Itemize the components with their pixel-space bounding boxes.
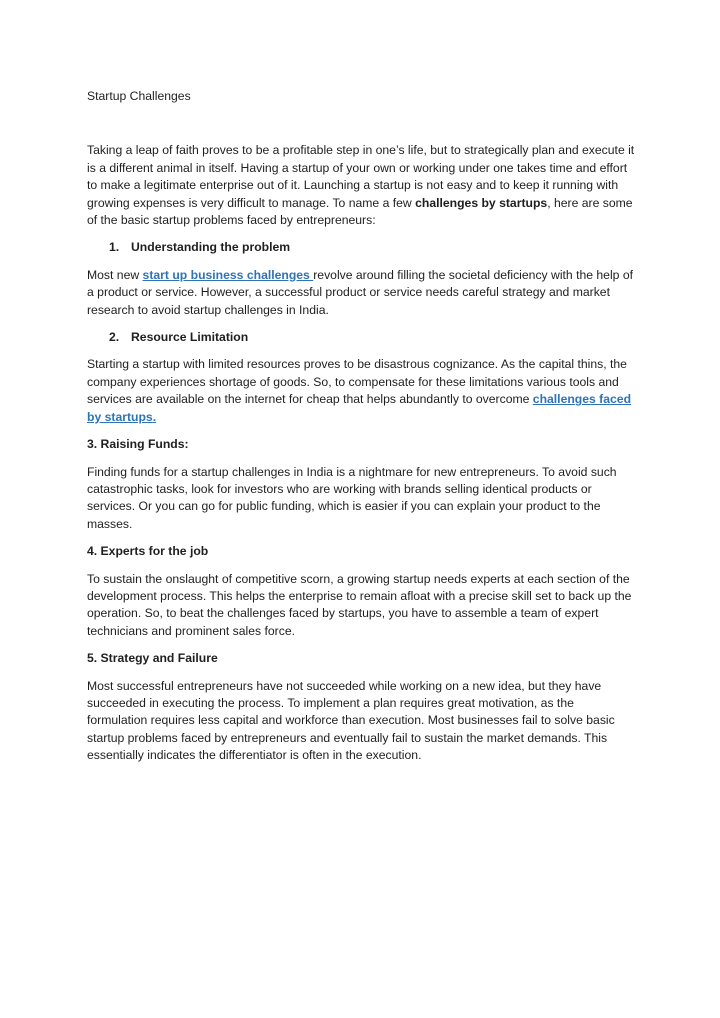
section1-heading <box>87 239 635 256</box>
intro-text-start: Taking a leap of faith proves to be a profitable step in one’s life, but to strategically plan and execute it is a different animal in itself. Having a startup of your own or working under one takes time and effort to make a legitimate enterprise out of it. Launching a startup is not easy and to keep it running with growing expenses is very difficult to manage. To name a few <box>87 143 635 210</box>
section5-paragraph: Most successful entrepreneurs have not succeeded while working on a new idea, but they have succeeded in executing the process. To implement a plan requires great motivation, as the formulation requires less capital and workforce than execution. Most businesses fail to solve basic startup problems faced by entrepreneurs and eventually fail to sustain the market demands. This essentially indicates the differentiator is often in the execution. <box>87 678 615 763</box>
intro-bold-phrase: challenges by startups <box>415 195 548 210</box>
intro-text-end: , here are some of the basic startup problems faced by entrepreneurs: <box>87 195 633 228</box>
section4-paragraph: To sustain the onslaught of competitive scorn, a growing startup needs experts at each section of the development process. This helps the enterprise to remain afloat with a precise skill set to back up the operation. So, to beat the challenges faced by startups, you have to assemble a team of expert technicians and prominent sales force. <box>87 571 632 638</box>
section1-number: 1. <box>109 240 120 255</box>
start-up-business-challenges-link[interactable]: start up business challenges <box>142 267 314 282</box>
section5-heading: 5. Strategy and Failure <box>87 651 218 666</box>
section2-heading-text: Resource Limitation <box>131 330 249 345</box>
section1-paragraph <box>87 267 635 319</box>
section1-text-end: revolve around filling the societal deficiency with the help of a product or service. However, a successful product or service needs careful strategy and market research to avoid startup challenges in India. <box>87 267 634 317</box>
challenges-faced-link-period[interactable]: . <box>152 409 157 424</box>
section3-paragraph: Finding funds for a startup challenges in India is a nightmare for new entrepreneurs. To avoid such catastrophic tasks, look for investors who are working with brands selling identical products or services. Or you can go for public funding, which is easier if you can explain your product to the masses. <box>87 464 617 531</box>
section3-heading: 3. Raising Funds: <box>87 437 189 452</box>
section2-paragraph <box>87 356 635 426</box>
document-body <box>87 88 635 775</box>
section2-number: 2. <box>109 330 120 345</box>
challenges-faced-by-startups-link[interactable]: challenges faced by startups <box>87 392 632 424</box>
section2-text-start: Starting a startup with limited resources proves to be disastrous cognizance. As the capital thins, the company experiences shortage of goods. So, to compensate for these limitations various tools and services are available on the internet for cheap that helps abundantly to overcome <box>87 357 627 407</box>
section4-heading: 4. Experts for the job <box>87 544 209 559</box>
intro-paragraph <box>87 142 635 229</box>
section1-heading-text: Understanding the problem <box>131 240 291 255</box>
section1-text-start: Most new <box>87 267 143 282</box>
document-title: Startup Challenges <box>87 89 191 103</box>
section2-heading <box>87 329 635 346</box>
